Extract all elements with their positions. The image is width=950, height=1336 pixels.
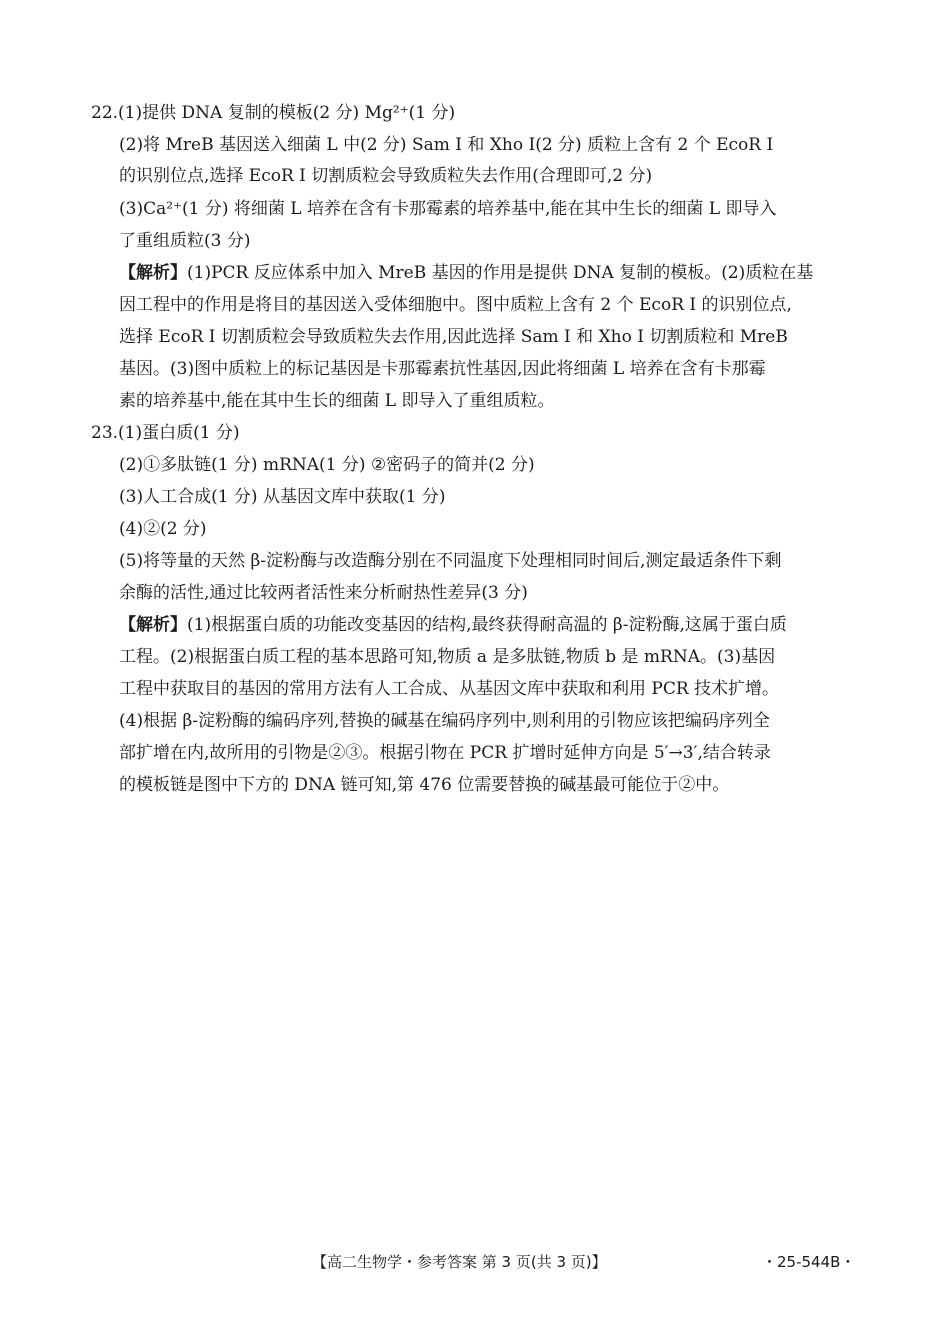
q23-analysis-6: 的模板链是图中下方的 DNA 链可知,第 476 位需要替换的碱基最可能位于②中。	[119, 775, 730, 795]
analysis-tag: 【解析】	[119, 263, 187, 283]
q23-analysis-3: 工程中获取目的基因的常用方法有人工合成、从基因文库中获取和利用 PCR 技术扩增。	[119, 679, 780, 699]
q23-analysis-5: 部扩增在内,故所用的引物是②③。根据引物在 PCR 扩增时延伸方向是 5′→3′,结合转录	[119, 743, 771, 763]
q23-answer-1: 23.(1)蛋白质(1 分)	[91, 423, 240, 443]
q22-analysis-5: 素的培养基中,能在其中生长的细菌 L 即导入了重组质粒。	[119, 391, 555, 411]
q22-analysis-3: 选择 EcoR Ⅰ 切割质粒会导致质粒失去作用,因此选择 Sam Ⅰ 和 Xho Ⅰ 切割质粒和 MreB	[119, 327, 788, 347]
q22-analysis-1	[119, 261, 813, 285]
analysis-text: (1)PCR 反应体系中加入 MreB 基因的作用是提供 DNA 复制的模板。(2)质粒在基	[187, 263, 814, 283]
footer-code: ・25-544B・	[762, 1253, 856, 1271]
q23-answer-5b: 余酶的活性,通过比较两者活性来分析耐热性差异(3 分)	[119, 583, 528, 603]
q23-analysis-1	[119, 613, 787, 637]
q22-answer-2a: (2)将 MreB 基因送入细菌 L 中(2 分) Sam Ⅰ 和 Xho Ⅰ(2 分) 质粒上含有 2 个 EcoR Ⅰ	[119, 135, 774, 155]
analysis-tag: 【解析】	[119, 615, 187, 635]
q23-answer-2: (2)①多肽链(1 分) mRNA(1 分) ②密码子的简并(2 分)	[119, 455, 535, 475]
q23-answer-3: (3)人工合成(1 分) 从基因文库中获取(1 分)	[119, 487, 446, 507]
q22-analysis-2: 因工程中的作用是将目的基因送入受体细胞中。图中质粒上含有 2 个 EcoR Ⅰ 的识别位点,	[119, 295, 792, 315]
q23-analysis-2: 工程。(2)根据蛋白质工程的基本思路可知,物质 a 是多肽链,物质 b 是 mRNA。(3)基因	[119, 647, 776, 667]
q22-analysis-4: 基因。(3)图中质粒上的标记基因是卡那霉素抗性基因,因此将细菌 L 培养在含有卡那霉	[119, 359, 766, 379]
footer-title: 【高二生物学・参考答案 第 3 页(共 3 页)】	[312, 1253, 607, 1271]
q23-answer-5a: (5)将等量的天然 β-淀粉酶与改造酶分别在不同温度下处理相同时间后,测定最适条件下剩	[119, 551, 782, 571]
q22-answer-3b: 了重组质粒(3 分)	[119, 231, 251, 251]
q23-analysis-4: (4)根据 β-淀粉酶的编码序列,替换的碱基在编码序列中,则利用的引物应该把编码序列全	[119, 711, 770, 731]
q22-answer-1: 22.(1)提供 DNA 复制的模板(2 分) Mg²⁺(1 分)	[91, 103, 456, 123]
q22-answer-3a: (3)Ca²⁺(1 分) 将细菌 L 培养在含有卡那霉素的培养基中,能在其中生长的细菌 L 即导入	[119, 199, 777, 219]
q22-answer-2b: 的识别位点,选择 EcoR Ⅰ 切割质粒会导致质粒失去作用(合理即可,2 分)	[119, 166, 653, 186]
analysis-text: (1)根据蛋白质的功能改变基因的结构,最终获得耐高温的 β-淀粉酶,这属于蛋白质	[187, 615, 787, 635]
q23-answer-4: (4)②(2 分)	[119, 519, 207, 539]
